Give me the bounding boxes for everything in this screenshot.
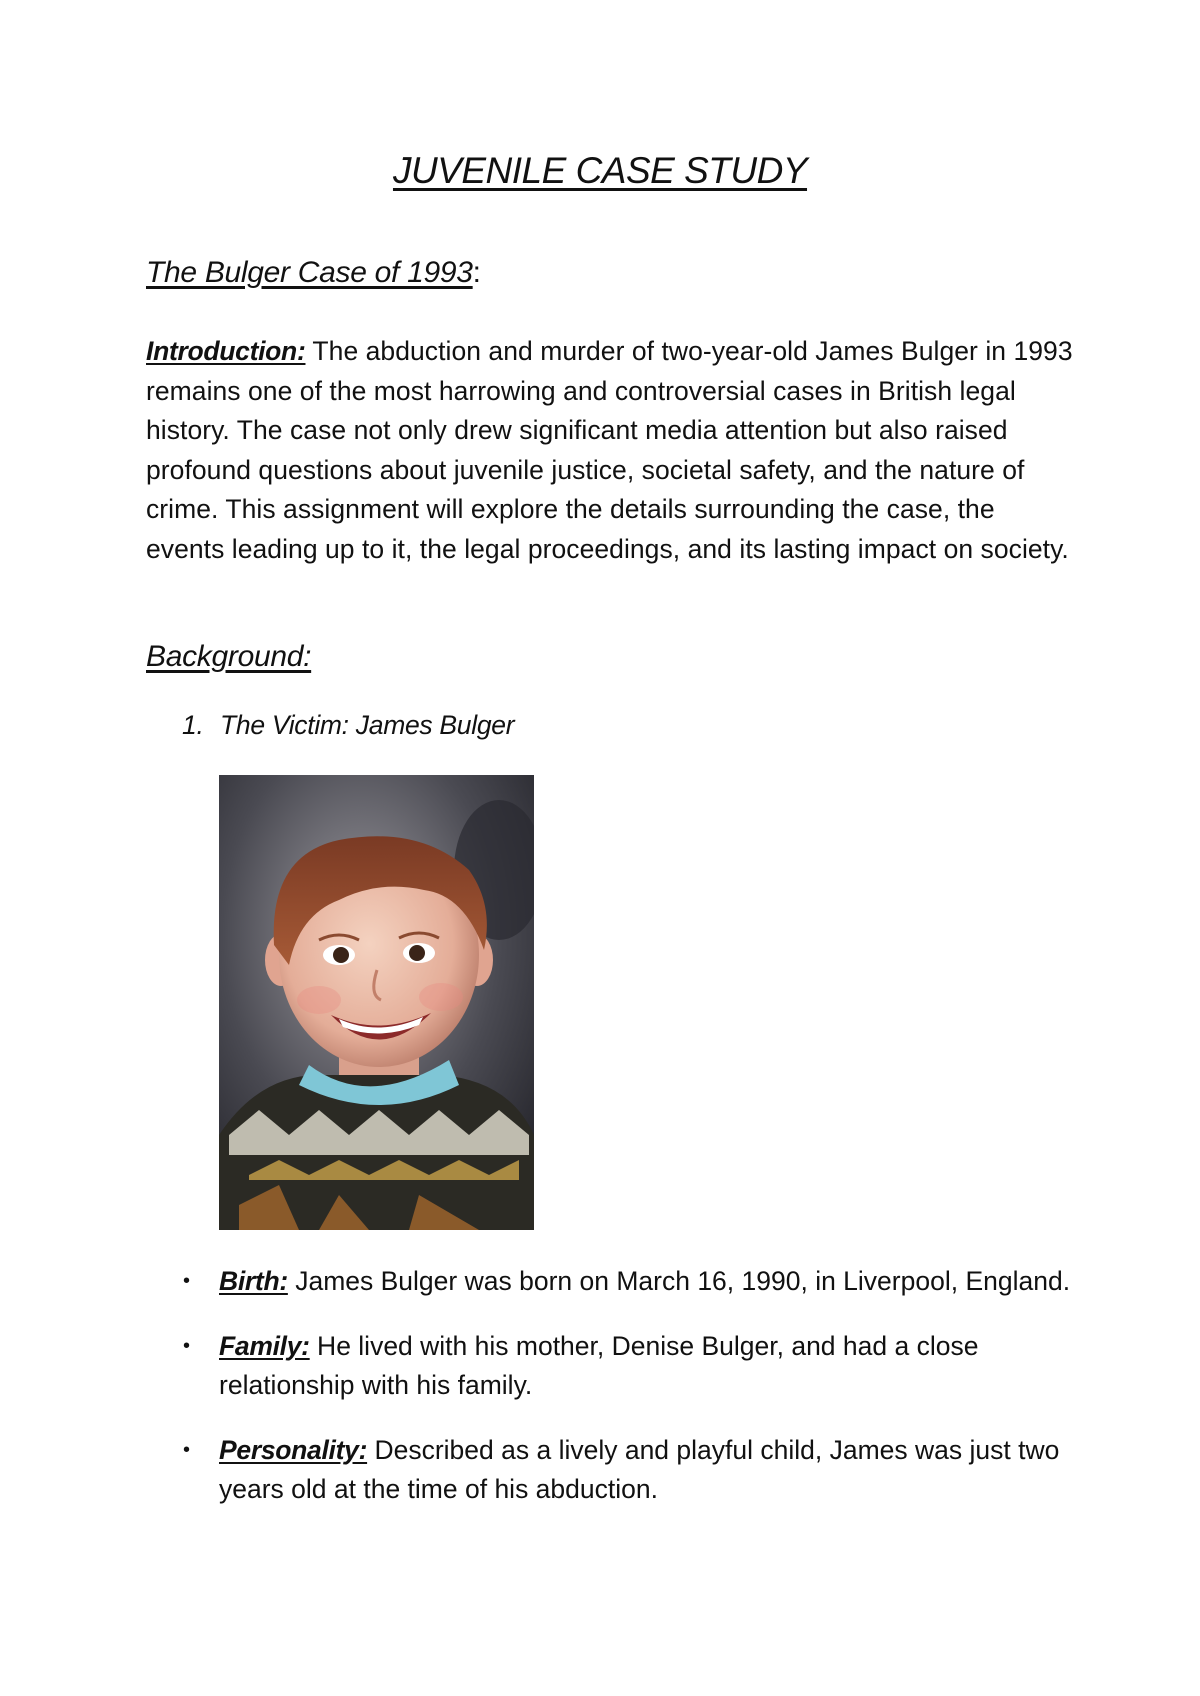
case-heading (146, 256, 481, 290)
personality-label: Personality: (219, 1434, 368, 1465)
bullet-dot: • (183, 1270, 191, 1292)
introduction-label: Introduction: (146, 336, 306, 366)
birth-text: James Bulger was born on March 16, 1990, in Liverpool, England. (287, 1266, 1071, 1296)
family-label: Family: (219, 1330, 310, 1361)
case-heading-colon: : (472, 256, 481, 289)
introduction-text: The abduction and murder of two-year-old James Bulger in 1993 remains one of the most harrowing and controversial cases in British legal history. The case not only drew significant media attention but also raised profound questions about juvenile justice, societal safety, and the nature of crime. This assignment will explore the details surrounding the case, the events leading up to it, the legal proceedings, and its lasting impact on society. (146, 336, 1073, 564)
victim-details-list (146, 1262, 1076, 1535)
bullet-dot: • (183, 1334, 191, 1357)
document-title: JUVENILE CASE STUDY (392, 150, 808, 191)
numbered-item-victim (182, 710, 514, 741)
personality-text: Described as a lively and playful child, James was just two years old at the time of his abduction. (219, 1434, 1060, 1504)
background-heading: Background: (146, 640, 312, 673)
introduction-paragraph (146, 332, 1076, 569)
list-item-personality (146, 1431, 1076, 1510)
birth-label: Birth: (219, 1266, 288, 1296)
list-item-family (146, 1327, 1076, 1406)
victim-photo (219, 775, 534, 1230)
case-heading-text: The Bulger Case of 1993 (146, 256, 473, 289)
bullet-dot: • (183, 1438, 191, 1461)
numbered-item-number: 1. (182, 710, 204, 740)
family-text: He lived with his mother, Denise Bulger, and had a close relationship with his family. (219, 1330, 979, 1400)
list-item-birth (146, 1262, 1076, 1302)
numbered-item-text: The Victim: James Bulger (220, 710, 515, 740)
